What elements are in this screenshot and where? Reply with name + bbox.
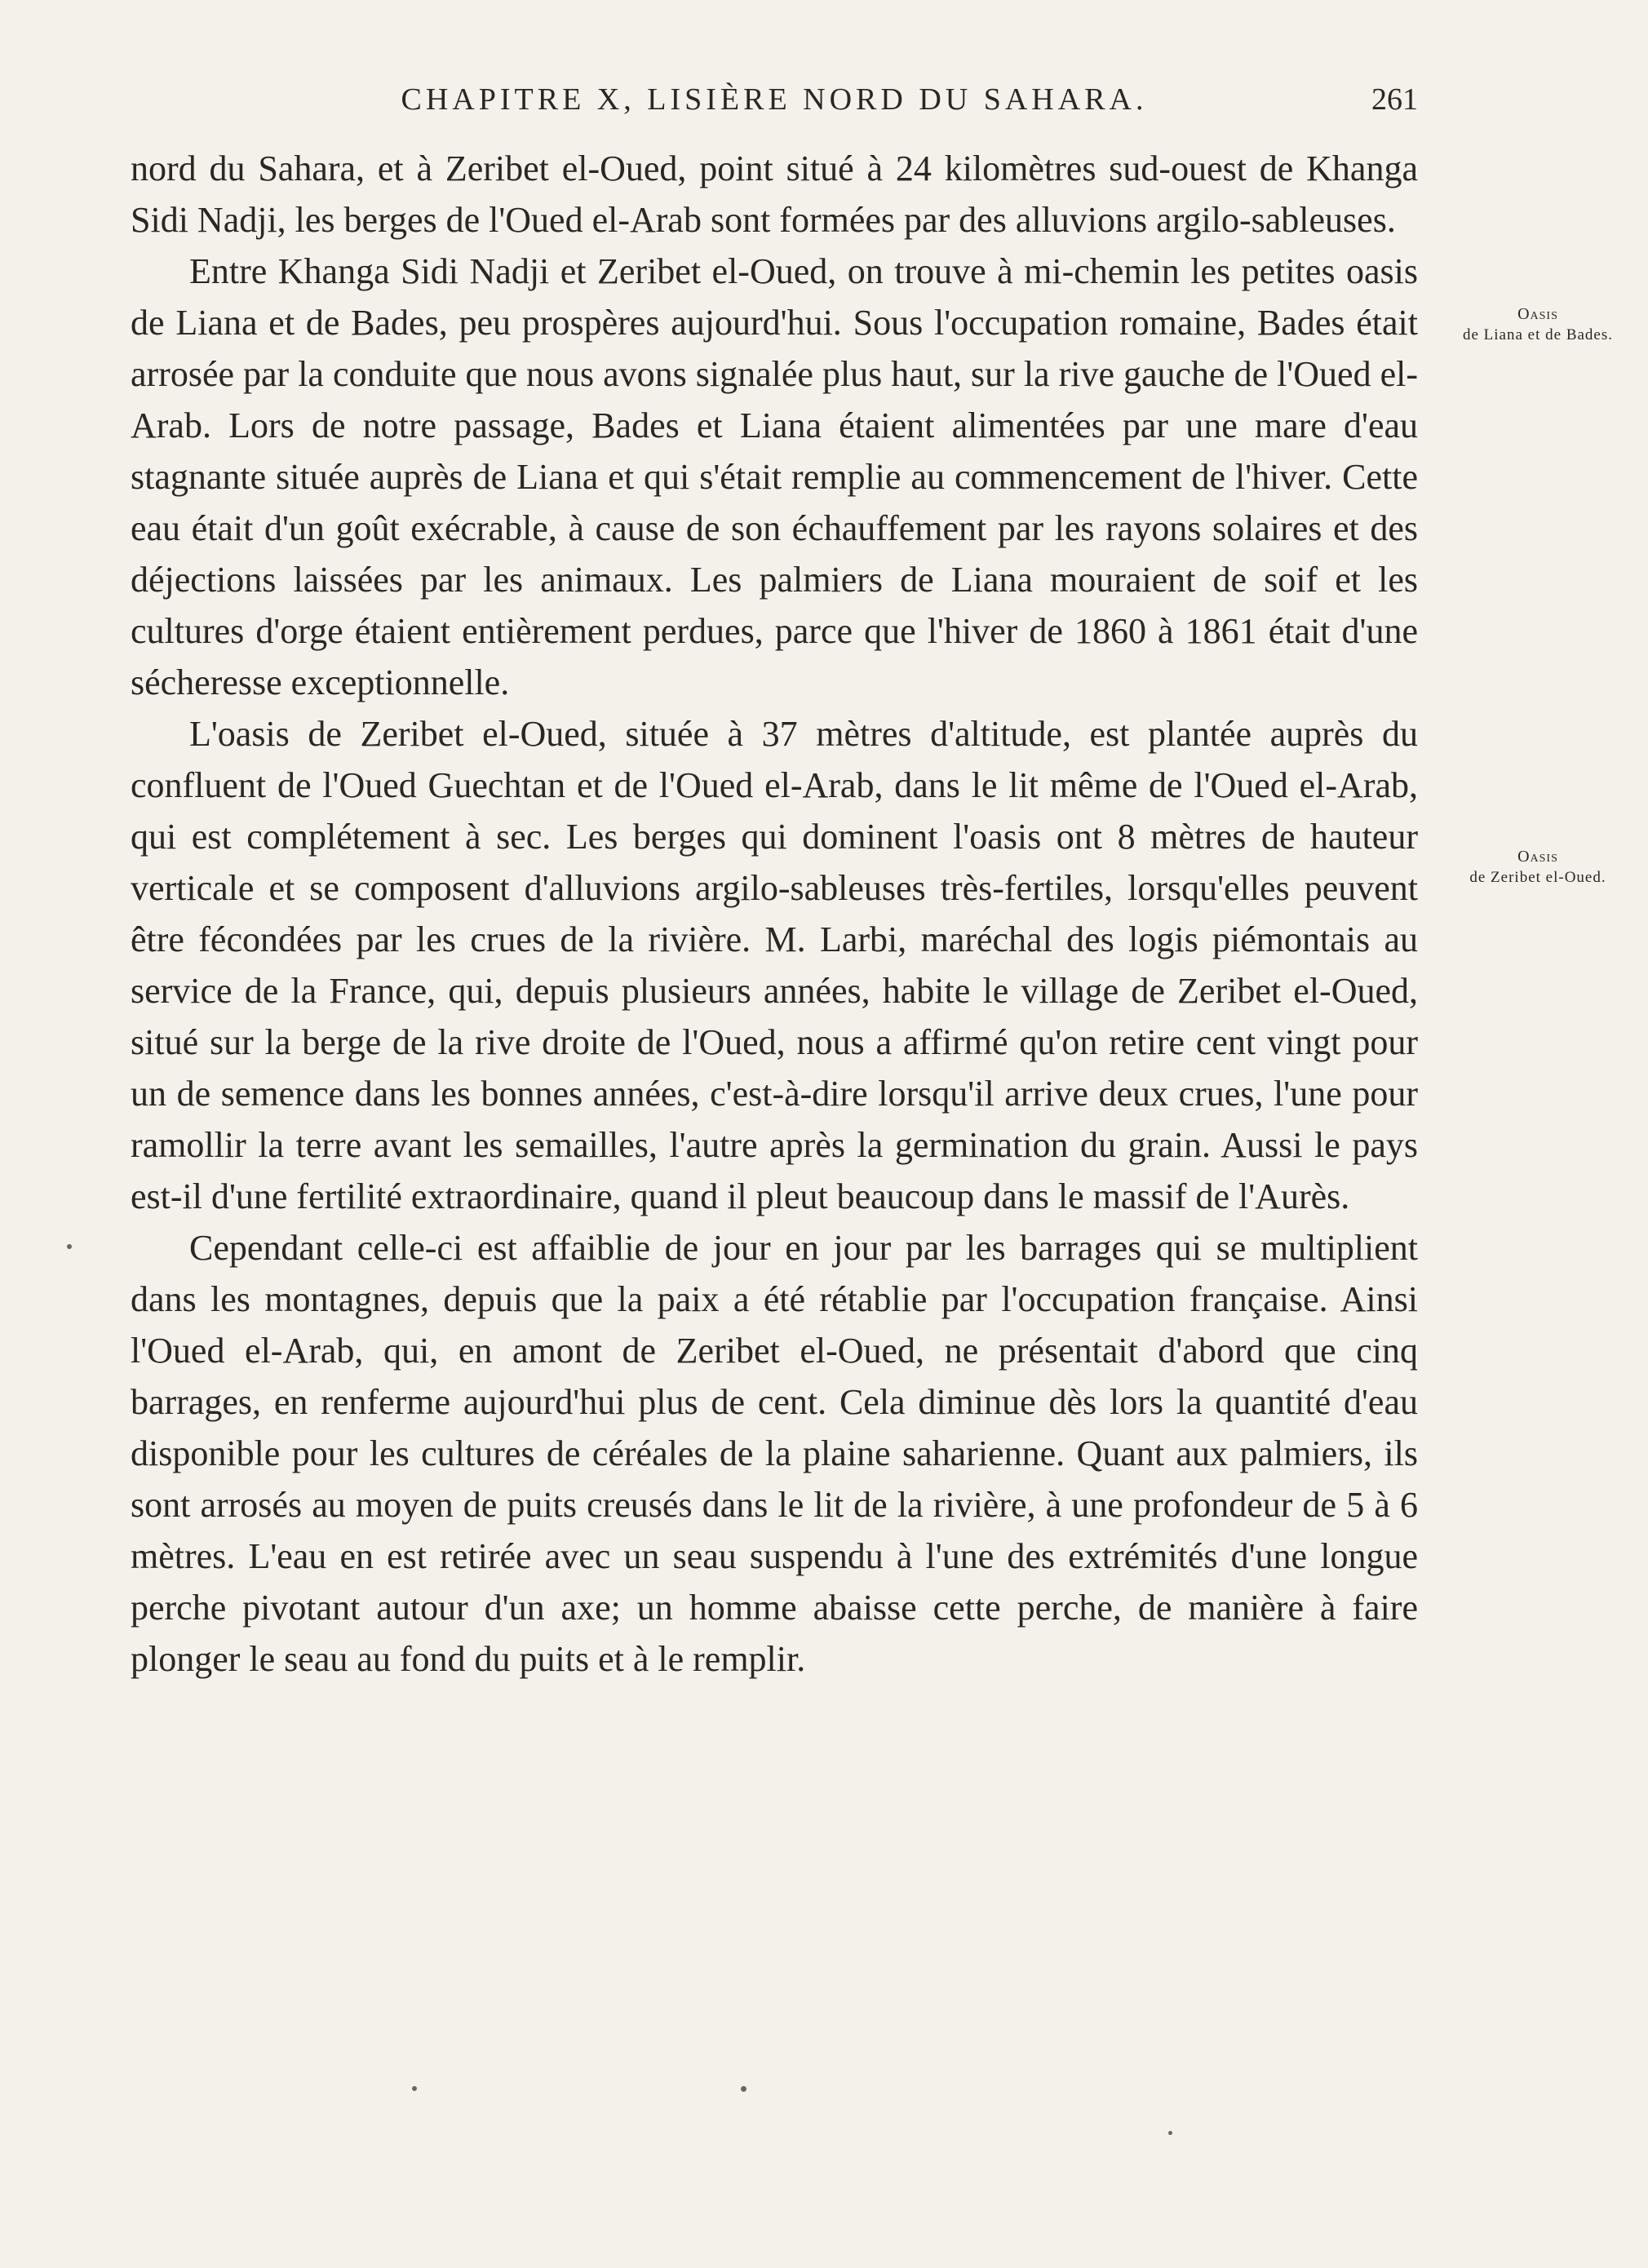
print-speck [1168, 2131, 1172, 2135]
margin-note-subtitle: de Zeribet el-Oued. [1469, 869, 1606, 886]
margin-note-title: Oasis [1517, 848, 1558, 866]
page-header [131, 75, 1418, 124]
margin-note-title: Oasis [1517, 305, 1558, 323]
print-speck [67, 1244, 72, 1249]
page-number: 261 [1371, 82, 1418, 117]
print-speck [412, 2086, 417, 2091]
paragraph-2: Entre Khanga Sidi Nadji et Zeribet el-Oued, on trouve à mi-chemin les petites oasis de Liana et de Bades, peu prospères aujourd'hui. Sous l'occupation romaine, Bades était arrosée par la conduite que nous avons signalée plus haut, sur la rive gauche de l'Oued el-Arab. Lors de notre passage, Bades et Liana étaient alimentées par une mare d'eau stagnante située auprès de Liana et qui s'était remplie au commencement de l'hiver. Cette eau était d'un goût exécrable, à cause de son échauffement par les rayons solaires et des déjections laissées par les animaux. Les palmiers de Liana mouraient de soif et les cultures d'orge étaient entièrement perdues, parce que l'hiver de 1860 à 1861 était d'une sécheresse exceptionnelle. [131, 251, 1418, 702]
margin-note-liana-bades [1444, 303, 1632, 346]
margin-note-subtitle: de Liana et de Bades. [1462, 326, 1613, 343]
paragraph-4: Cependant celle-ci est affaiblie de jour en jour par les barrages qui se multiplient dans les montagnes, depuis que la paix a été rétablie par l'occupation française. Ainsi l'Oued el-Arab, qui, en amont de Zeribet el-Oued, ne présentait d'abord que cinq barrages, en renferme aujourd'hui plus de cent. Cela diminue dès lors la quantité d'eau disponible pour les cultures de céréales de la plaine saharienne. Quant aux palmiers, ils sont arrosés au moyen de puits creusés dans le lit de la rivière, à une profondeur de 5 à 6 mètres. L'eau en est retirée avec un seau suspendu à l'une des extrémités d'une longue perche pivotant autour d'un axe; un homme abaisse cette perche, de manière à faire plonger le seau au fond du puits et à le remplir. [131, 1228, 1418, 1679]
margin-note-zeribet [1444, 846, 1632, 888]
paragraph-1: nord du Sahara, et à Zeribet el-Oued, point situé à 24 kilomètres sud-ouest de Khanga Sidi Nadji, les berges de l'Oued el-Arab sont formées par des alluvions argilo-sableuses. [131, 148, 1418, 240]
running-title: CHAPITRE X, LISIÈRE NORD DU SAHARA. [401, 82, 1148, 117]
body-text [131, 143, 1418, 1685]
paragraph-3: L'oasis de Zeribet el-Oued, située à 37 mètres d'altitude, est plantée auprès du confluent de l'Oued Guechtan et de l'Oued el-Arab, dans le lit même de l'Oued el-Arab, qui est complétement à sec. Les berges qui dominent l'oasis ont 8 mètres de hauteur verticale et se composent d'alluvions argilo-sableuses très-fertiles, lorsqu'elles peuvent être fécondées par les crues de la rivière. M. Larbi, maréchal des logis piémontais au service de la France, qui, depuis plusieurs années, habite le village de Zeribet el-Oued, situé sur la berge de la rive droite de l'Oued, nous a affirmé qu'on retire cent vingt pour un de semence dans les bonnes années, c'est-à-dire lorsqu'il arrive deux crues, l'une pour ramollir la terre avant les semailles, l'autre après la germination du grain. Aussi le pays est-il d'une fertilité extraordinaire, quand il pleut beaucoup dans le massif de l'Aurès. [131, 714, 1418, 1216]
print-speck [741, 2086, 746, 2092]
